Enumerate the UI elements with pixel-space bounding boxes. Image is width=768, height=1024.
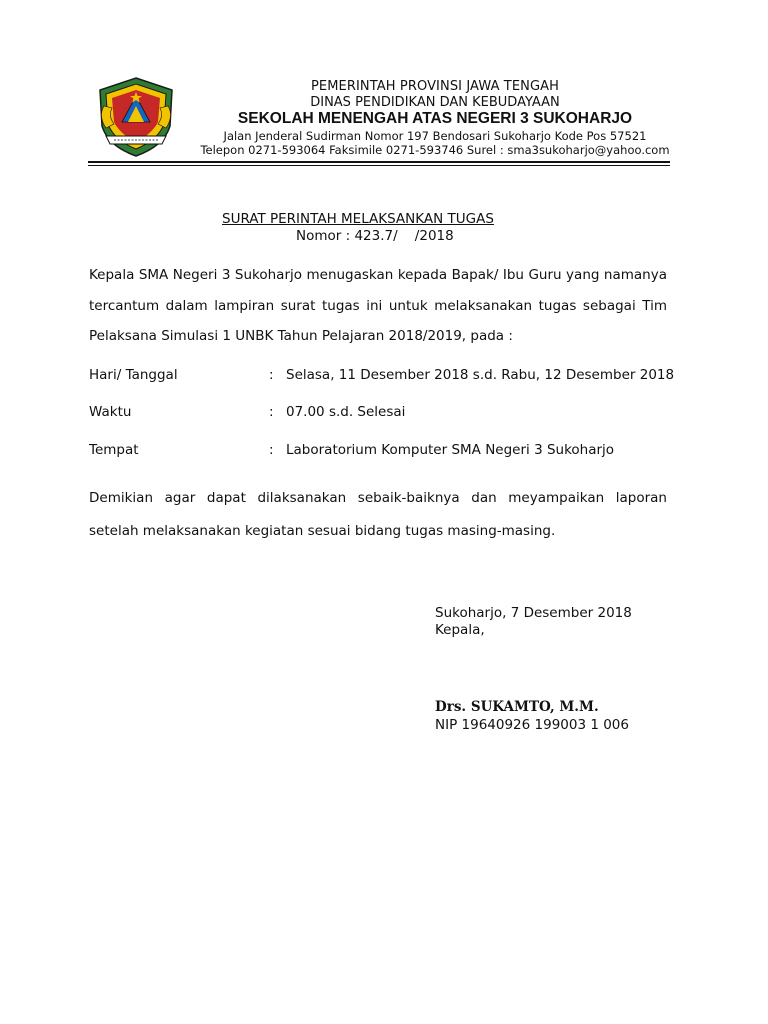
detail-value-time: 07.00 s.d. Selesai bbox=[286, 404, 406, 420]
signature-nip: NIP 19640926 199003 1 006 bbox=[435, 717, 629, 733]
central-java-emblem-icon bbox=[94, 76, 178, 158]
letterhead-line-department: DINAS PENDIDIKAN DAN KEBUDAYAAN bbox=[310, 95, 560, 110]
signature-position: Kepala, bbox=[435, 622, 485, 638]
letter-title: SURAT PERINTAH MELAKSANKAN TUGAS bbox=[222, 211, 494, 227]
closing-paragraph: Demikian agar dapat dilaksanakan sebaik-baiknya dan meyampaikan laporan setelah melaksanakan kegiatan sesuai bidang tugas masing-masing. bbox=[89, 490, 667, 539]
letterhead-contact: Telepon 0271-593064 Faksimile 0271-593746 Surel : sma3sukoharjo@yahoo.com bbox=[200, 143, 670, 157]
signature-place-date: Sukoharjo, 7 Desember 2018 bbox=[435, 605, 632, 621]
letterhead-divider-thin bbox=[88, 165, 670, 166]
detail-colon: : bbox=[269, 367, 274, 383]
detail-label-time: Waktu bbox=[89, 404, 132, 420]
detail-colon: : bbox=[269, 442, 274, 458]
letterhead-school-name: SEKOLAH MENENGAH ATAS NEGERI 3 SUKOHARJO bbox=[237, 110, 633, 127]
letter-number: Nomor : 423.7/ /2018 bbox=[296, 228, 454, 244]
detail-colon: : bbox=[269, 404, 274, 420]
letterhead-address: Jalan Jenderal Sudirman Nomor 197 Bendosari Sukoharjo Kode Pos 57521 bbox=[223, 129, 647, 143]
detail-label-place: Tempat bbox=[89, 442, 139, 458]
signature-name: Drs. SUKAMTO, M.M. bbox=[435, 699, 599, 715]
letterhead-line-government: PEMERINTAH PROVINSI JAWA TENGAH bbox=[310, 79, 560, 94]
detail-value-place: Laboratorium Komputer SMA Negeri 3 Sukoharjo bbox=[286, 442, 615, 458]
detail-value-date: Selasa, 11 Desember 2018 s.d. Rabu, 12 Desember 2018 bbox=[286, 367, 675, 383]
detail-label-date: Hari/ Tanggal bbox=[89, 367, 178, 383]
letterhead-divider-thick bbox=[88, 161, 670, 163]
opening-paragraph: Kepala SMA Negeri 3 Sukoharjo menugaskan kepada Bapak/ Ibu Guru yang namanya tercantum dalam lampiran surat tugas ini untuk melaksanakan tugas sebagai Tim Pelaksana Simulasi 1 UNBK Tahun Pelajaran 2018/2019, pada : bbox=[89, 267, 667, 344]
